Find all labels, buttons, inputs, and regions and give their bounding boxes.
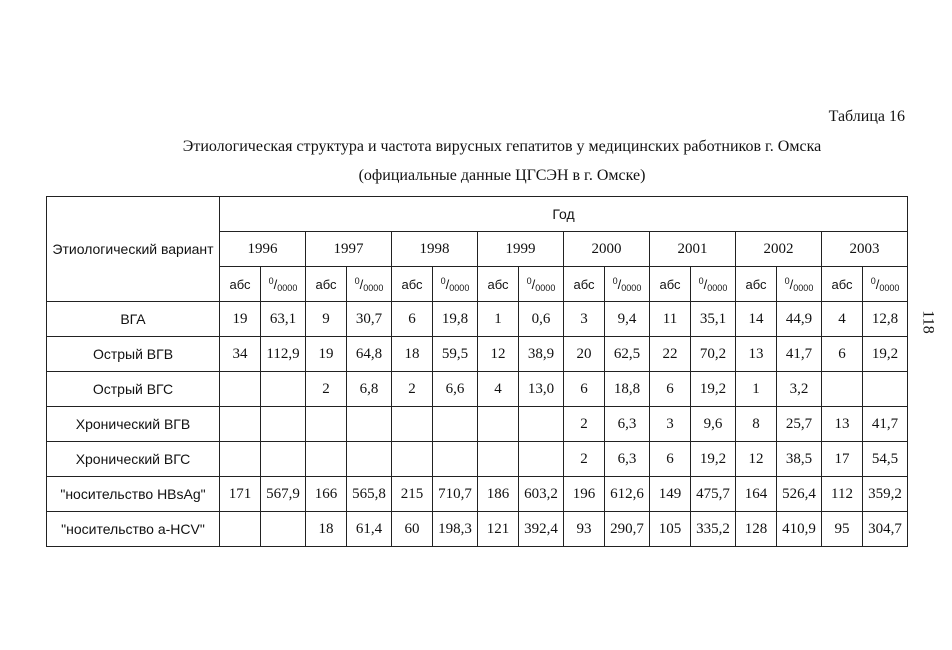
cell-abs: 1 [736,372,777,407]
cell-rate: 30,7 [347,302,392,337]
cell-rate: 13,0 [519,372,564,407]
cell-abs: 19 [220,302,261,337]
cell-rate [863,372,908,407]
abs-header: абс [822,267,863,302]
cell-rate: 475,7 [691,477,736,512]
cell-rate: 6,3 [605,442,650,477]
cell-abs: 60 [392,512,433,547]
cell-abs: 2 [392,372,433,407]
cell-abs: 6 [822,337,863,372]
cell-rate: 25,7 [777,407,822,442]
cell-abs: 17 [822,442,863,477]
cell-rate: 612,6 [605,477,650,512]
row-label: Хронический ВГС [47,442,220,477]
cell-abs: 215 [392,477,433,512]
variant-header: Этиологический вариант [47,197,220,302]
cell-rate: 359,2 [863,477,908,512]
year-group-header: Год [220,197,908,232]
cell-rate: 19,2 [863,337,908,372]
cell-rate: 710,7 [433,477,478,512]
cell-abs: 12 [736,442,777,477]
cell-abs: 2 [564,407,605,442]
cell-abs [220,442,261,477]
year-header: 1996 [220,232,306,267]
cell-abs: 186 [478,477,519,512]
cell-abs: 14 [736,302,777,337]
rate-header: $^0/_{0000}$ [433,267,478,302]
cell-rate: 38,9 [519,337,564,372]
rate-sup: 0 [612,275,618,286]
cell-rate: 112,9 [261,337,306,372]
rate-sub: 0000 [535,282,556,293]
cell-abs: 112 [822,477,863,512]
table-subtitle: (официальные данные ЦГСЭН в г. Омске) [358,167,646,184]
cell-rate: 6,8 [347,372,392,407]
cell-rate: 304,7 [863,512,908,547]
cell-abs: 105 [650,512,691,547]
rate-sup: 0 [526,275,532,286]
cell-rate: 0,6 [519,302,564,337]
year-header: 2001 [650,232,736,267]
cell-rate [261,442,306,477]
cell-abs [306,407,347,442]
cell-rate: 41,7 [863,407,908,442]
cell-abs: 20 [564,337,605,372]
cell-rate: 12,8 [863,302,908,337]
rate-sup: 0 [698,275,704,286]
cell-rate: 19,2 [691,372,736,407]
year-header: 1997 [306,232,392,267]
cell-abs [220,512,261,547]
rate-header: $^0/_{0000}$ [691,267,736,302]
cell-rate: 6,6 [433,372,478,407]
rate-sup: 0 [440,275,446,286]
table-row [47,407,908,442]
cell-rate: 290,7 [605,512,650,547]
cell-abs [478,407,519,442]
year-header: 1998 [392,232,478,267]
cell-abs: 149 [650,477,691,512]
cell-abs: 171 [220,477,261,512]
rate-sub: 0000 [879,282,900,293]
cell-abs: 13 [736,337,777,372]
rate-sub: 0000 [621,282,642,293]
cell-rate [519,407,564,442]
cell-abs: 11 [650,302,691,337]
cell-abs: 18 [306,512,347,547]
cell-abs [392,407,433,442]
cell-rate: 526,4 [777,477,822,512]
table-number: Таблица 16 [828,108,905,125]
abs-header: абс [650,267,691,302]
table-row [47,372,908,407]
cell-rate [347,407,392,442]
page-number: 118 [919,310,937,334]
cell-rate: 392,4 [519,512,564,547]
abs-header: абс [220,267,261,302]
cell-rate: 565,8 [347,477,392,512]
cell-abs [220,407,261,442]
cell-rate: 335,2 [691,512,736,547]
rate-sup: 0 [268,275,274,286]
cell-rate [261,512,306,547]
cell-rate: 198,3 [433,512,478,547]
rate-sub: 0000 [707,282,728,293]
rate-header: $^0/_{0000}$ [605,267,650,302]
cell-rate: 18,8 [605,372,650,407]
cell-abs: 3 [564,302,605,337]
rate-header: $^0/_{0000}$ [347,267,392,302]
table-row [47,477,908,512]
cell-abs: 34 [220,337,261,372]
abs-header: абс [478,267,519,302]
cell-rate: 64,8 [347,337,392,372]
table-row [47,302,908,337]
cell-rate: 19,8 [433,302,478,337]
cell-abs: 19 [306,337,347,372]
rate-sup: 0 [354,275,360,286]
cell-abs: 121 [478,512,519,547]
row-label: ВГА [47,302,220,337]
cell-abs: 166 [306,477,347,512]
row-label: "носительство HBsAg" [47,477,220,512]
table-row [47,442,908,477]
cell-abs: 164 [736,477,777,512]
table-title: Этиологическая структура и частота вирусных гепатитов у медицинских работников г. Омска [182,138,822,155]
hepatitis-table [46,196,908,547]
cell-rate: 603,2 [519,477,564,512]
rate-sub: 0000 [363,282,384,293]
cell-abs: 95 [822,512,863,547]
rate-header: $^0/_{0000}$ [261,267,306,302]
cell-abs [478,442,519,477]
row-label: "носительство а-HCV" [47,512,220,547]
abs-header: абс [392,267,433,302]
cell-abs: 2 [306,372,347,407]
cell-abs: 12 [478,337,519,372]
cell-rate: 6,3 [605,407,650,442]
cell-abs: 1 [478,302,519,337]
header-row-group [47,197,908,232]
cell-abs [392,442,433,477]
row-label: Хронический ВГВ [47,407,220,442]
cell-abs: 13 [822,407,863,442]
cell-rate: 44,9 [777,302,822,337]
table-row [47,337,908,372]
year-header: 1999 [478,232,564,267]
cell-rate [261,372,306,407]
rate-sub: 0000 [449,282,470,293]
rate-sup: 0 [870,275,876,286]
abs-header: абс [736,267,777,302]
cell-abs: 22 [650,337,691,372]
cell-abs: 128 [736,512,777,547]
cell-abs: 6 [650,372,691,407]
cell-rate: 9,6 [691,407,736,442]
cell-abs: 18 [392,337,433,372]
year-header: 2000 [564,232,650,267]
row-label: Острый ВГС [47,372,220,407]
cell-rate [433,442,478,477]
cell-rate [433,407,478,442]
cell-rate: 35,1 [691,302,736,337]
cell-rate: 70,2 [691,337,736,372]
abs-header: абс [564,267,605,302]
cell-rate [261,407,306,442]
cell-abs: 8 [736,407,777,442]
cell-abs: 2 [564,442,605,477]
cell-abs: 4 [478,372,519,407]
row-label: Острый ВГВ [47,337,220,372]
rate-sup: 0 [784,275,790,286]
cell-rate: 63,1 [261,302,306,337]
rate-sub: 0000 [277,282,298,293]
cell-rate: 61,4 [347,512,392,547]
cell-abs: 3 [650,407,691,442]
cell-abs: 196 [564,477,605,512]
cell-rate: 410,9 [777,512,822,547]
cell-abs: 93 [564,512,605,547]
cell-rate: 567,9 [261,477,306,512]
cell-abs [822,372,863,407]
cell-rate: 3,2 [777,372,822,407]
abs-header: абс [306,267,347,302]
cell-abs: 6 [392,302,433,337]
cell-rate [519,442,564,477]
rate-sub: 0000 [793,282,814,293]
cell-rate: 41,7 [777,337,822,372]
cell-rate: 19,2 [691,442,736,477]
cell-rate: 59,5 [433,337,478,372]
cell-abs [220,372,261,407]
cell-abs: 4 [822,302,863,337]
cell-rate: 54,5 [863,442,908,477]
rate-header: $^0/_{0000}$ [863,267,908,302]
rate-header: $^0/_{0000}$ [777,267,822,302]
cell-rate [347,442,392,477]
cell-abs: 6 [564,372,605,407]
cell-rate: 38,5 [777,442,822,477]
cell-abs: 9 [306,302,347,337]
cell-abs: 6 [650,442,691,477]
year-header: 2002 [736,232,822,267]
table-row [47,512,908,547]
cell-rate: 62,5 [605,337,650,372]
year-header: 2003 [822,232,908,267]
cell-abs [306,442,347,477]
rate-header: $^0/_{0000}$ [519,267,564,302]
cell-rate: 9,4 [605,302,650,337]
